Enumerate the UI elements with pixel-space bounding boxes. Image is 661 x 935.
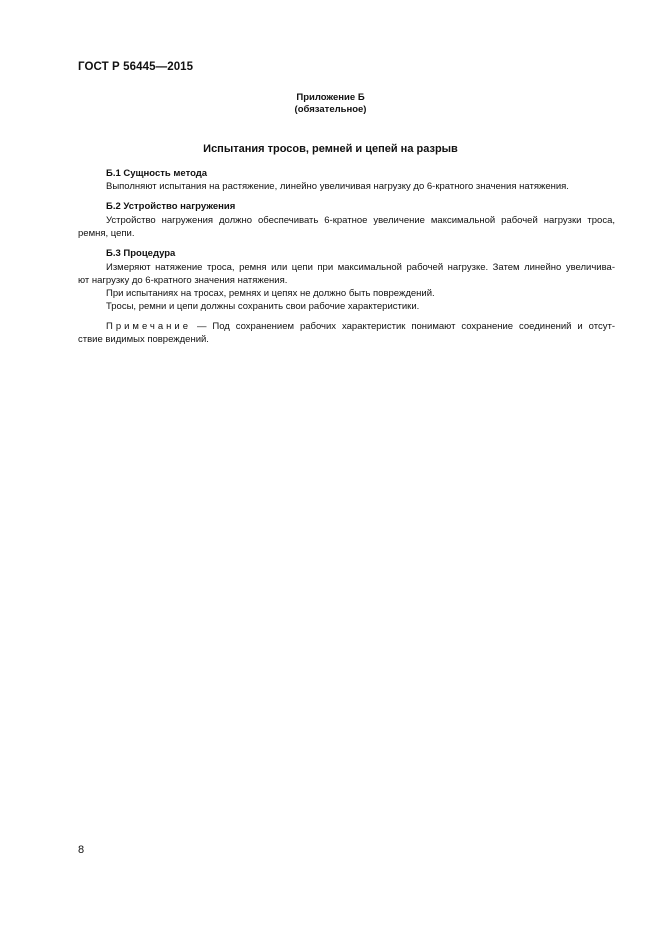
- section-b3-line-2: ют нагрузку до 6-кратного значения натяжения.: [78, 275, 288, 286]
- section-heading-b1: Б.1 Сущность метода: [106, 168, 208, 179]
- page-number: 8: [78, 844, 85, 856]
- annex-status: (обязательное): [294, 104, 367, 115]
- annex-title: Приложение Б: [296, 92, 365, 103]
- note-line-1: [78, 321, 615, 333]
- document-code: ГОСТ Р 56445—2015: [78, 61, 194, 73]
- section-b2-line-2: ремня, цепи.: [78, 228, 135, 239]
- note-label: Примечание: [106, 321, 191, 332]
- section-b1-paragraph: Выполняют испытания на растяжение, линейно увеличивая нагрузку до 6-кратного значения натяжения.: [106, 181, 569, 192]
- section-b3-line-1: Измеряют натяжение троса, ремня или цепи при максимальной рабочей нагрузке. Затем линейно увеличива-: [106, 262, 615, 273]
- section-heading-b2: Б.2 Устройство нагружения: [106, 201, 236, 212]
- main-title: Испытания тросов, ремней и цепей на разрыв: [203, 143, 458, 155]
- section-heading-b3: Б.3 Процедура: [106, 248, 176, 259]
- note-line-1-text: — Под сохранением рабочих характеристик понимают сохранение соединений и отсут-: [191, 321, 615, 332]
- note-line-2: ствие видимых повреждений.: [78, 334, 209, 345]
- section-b2-line-1: Устройство нагружения должно обеспечивать 6-кратное увеличение максимальной рабочей нагрузки троса,: [106, 215, 615, 226]
- section-b3-line-4: Тросы, ремни и цепи должны сохранить свои рабочие характеристики.: [106, 301, 420, 312]
- section-b3-line-3: При испытаниях на тросах, ремнях и цепях не должно быть повреждений.: [106, 288, 435, 299]
